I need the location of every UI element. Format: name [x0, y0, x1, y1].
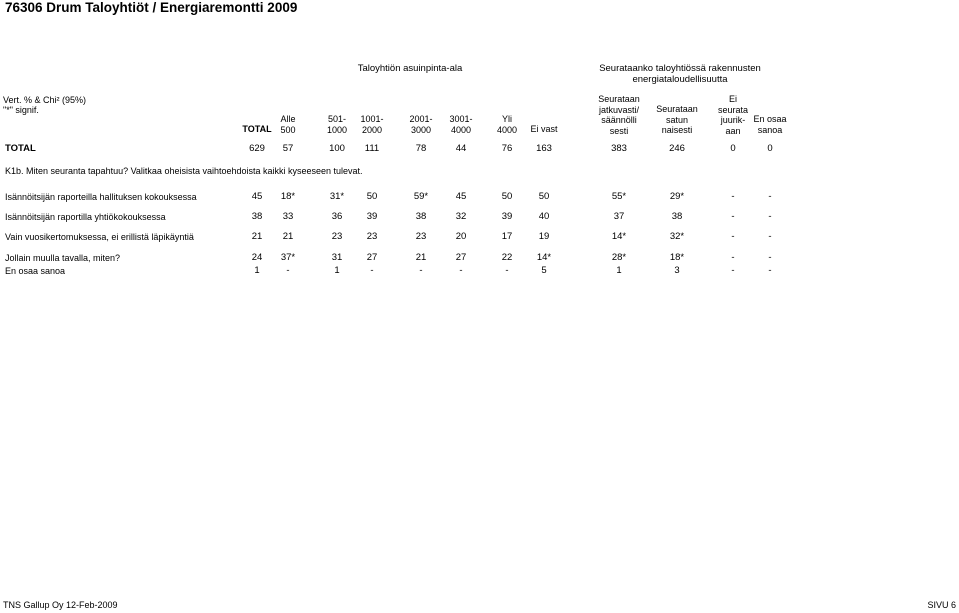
table-cell: 45: [251, 191, 263, 202]
table-cell: 59*: [413, 191, 429, 202]
total-cell: 78: [415, 143, 427, 154]
table-cell: 36: [331, 211, 343, 222]
table-cell: -: [370, 265, 374, 276]
table-cell: 21: [415, 252, 427, 263]
group-header-area: Taloyhtiön asuinpinta-ala: [357, 63, 463, 74]
table-cell: 55*: [611, 191, 627, 202]
group-header-follow: Seurataanko taloyhtiössä rakennusten energiataloudellisuutta: [599, 63, 761, 85]
table-cell: 19: [538, 231, 550, 242]
total-cell: 383: [611, 143, 627, 154]
table-cell: 40: [538, 211, 550, 222]
table-cell: 27: [455, 252, 467, 263]
total-cell: 0: [767, 143, 773, 154]
table-cell: 38: [415, 211, 427, 222]
row-label: Jollain muulla tavalla, miten?: [5, 253, 121, 263]
table-cell: -: [768, 231, 772, 242]
footer-left: TNS Gallup Oy 12-Feb-2009: [3, 600, 118, 610]
table-cell: 37: [613, 211, 625, 222]
signif-note: "*" signif.: [3, 105, 39, 115]
table-cell: 17: [501, 231, 513, 242]
table-cell: -: [731, 231, 735, 242]
column-header: Ei seurata juurik- aan: [717, 94, 749, 136]
table-cell: 31: [331, 252, 343, 263]
table-cell: 3: [674, 265, 680, 276]
table-cell: 1: [334, 265, 340, 276]
total-cell: 111: [364, 143, 380, 154]
total-cell: 100: [329, 143, 345, 154]
row-label: Isännöitsijän raporteilla hallituksen kokouksessa: [5, 192, 197, 202]
table-cell: -: [768, 191, 772, 202]
total-cell: 44: [455, 143, 467, 154]
table-cell: -: [731, 265, 735, 276]
table-cell: -: [731, 191, 735, 202]
table-cell: 18*: [280, 191, 296, 202]
total-cell: 629: [249, 143, 265, 154]
column-header: Seurataan satun naisesti: [656, 104, 698, 135]
table-cell: -: [286, 265, 290, 276]
table-cell: -: [768, 252, 772, 263]
table-cell: -: [768, 265, 772, 276]
column-header: 501- 1000: [326, 114, 348, 135]
table-cell: 45: [455, 191, 467, 202]
column-header: En osaa sanoa: [753, 114, 787, 135]
table-cell: -: [731, 211, 735, 222]
table-cell: -: [731, 252, 735, 263]
table-cell: 23: [366, 231, 378, 242]
table-cell: 22: [501, 252, 513, 263]
table-cell: 5: [541, 265, 547, 276]
table-cell: -: [419, 265, 423, 276]
table-cell: 21: [282, 231, 294, 242]
table-cell: 37*: [280, 252, 296, 263]
table-cell: 50: [501, 191, 513, 202]
footer-right: SIVU 6: [927, 600, 956, 610]
table-cell: 50: [366, 191, 378, 202]
table-cell: 14*: [611, 231, 627, 242]
question-text: K1b. Miten seuranta tapahtuu? Valitkaa oheisista vaihtoehdoista kaikki kyseeseen tulevat.: [5, 166, 363, 176]
table-cell: 39: [366, 211, 378, 222]
table-cell: 24: [251, 252, 263, 263]
column-header: Alle 500: [280, 114, 296, 135]
table-cell: 23: [415, 231, 427, 242]
table-cell: 32: [455, 211, 467, 222]
column-header: 3001- 4000: [449, 114, 473, 135]
table-cell: 50: [538, 191, 550, 202]
table-cell: -: [505, 265, 509, 276]
table-cell: 18*: [669, 252, 685, 263]
table-cell: 38: [251, 211, 263, 222]
total-cell: 76: [501, 143, 513, 154]
total-cell: 0: [730, 143, 736, 154]
column-header: Seurataan jatkuvasti/ säännölli sesti: [598, 94, 640, 136]
table-cell: 28*: [611, 252, 627, 263]
table-cell: 31*: [329, 191, 345, 202]
table-cell: 27: [366, 252, 378, 263]
table-cell: 32*: [669, 231, 685, 242]
page-title: 76306 Drum Taloyhtiöt / Energiaremontti 2009: [5, 0, 298, 15]
column-header: Ei vast: [530, 124, 558, 134]
table-cell: 38: [671, 211, 683, 222]
table-cell: 1: [616, 265, 622, 276]
table-cell: 39: [501, 211, 513, 222]
table-cell: -: [459, 265, 463, 276]
table-cell: 21: [251, 231, 263, 242]
table-cell: -: [768, 211, 772, 222]
column-header: Yli 4000: [496, 114, 518, 135]
total-row-label: TOTAL: [5, 143, 36, 154]
vert-note: Vert. % & Chi² (95%): [3, 95, 87, 105]
total-cell: 57: [282, 143, 294, 154]
row-label: Vain vuosikertomuksessa, ei erillistä läpikäyntiä: [5, 232, 194, 242]
total-cell: 246: [669, 143, 685, 154]
column-header: TOTAL: [242, 124, 272, 134]
column-header: 2001- 3000: [409, 114, 433, 135]
total-cell: 163: [536, 143, 552, 154]
row-label: Isännöitsijän raportilla yhtiökokouksessa: [5, 212, 166, 222]
row-label: En osaa sanoa: [5, 266, 66, 276]
table-cell: 14*: [536, 252, 552, 263]
table-cell: 1: [254, 265, 260, 276]
table-cell: 20: [455, 231, 467, 242]
table-cell: 33: [282, 211, 294, 222]
table-cell: 23: [331, 231, 343, 242]
column-header: 1001- 2000: [360, 114, 384, 135]
table-cell: 29*: [669, 191, 685, 202]
